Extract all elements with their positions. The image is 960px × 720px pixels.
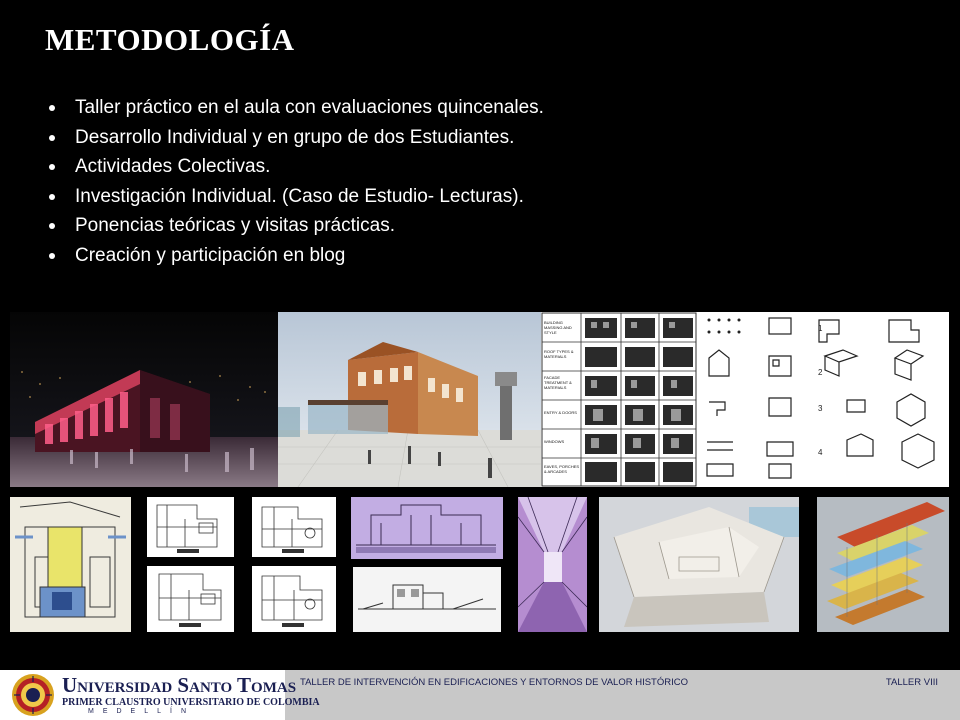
bullet-item: Ponencias teóricas y visitas prácticas. xyxy=(48,214,608,239)
section-drawing-2 xyxy=(353,567,501,632)
floor-plan-1 xyxy=(147,497,234,557)
bullet-item: Actividades Colectivas. xyxy=(48,155,608,180)
university-subtitle: PRIMER CLAUSTRO UNIVERSITARIO DE COLOMBIA xyxy=(62,697,320,708)
guide-label: EAVES, PORCHES & ARCADES xyxy=(544,464,580,474)
night-building-render xyxy=(10,312,278,487)
architectural-sketches xyxy=(697,312,949,487)
sketch-number: 1 xyxy=(818,324,823,333)
section-drawing-1 xyxy=(351,497,503,559)
university-seal-icon xyxy=(8,672,58,718)
bullet-item: Taller práctico en el aula con evaluaciones quincenales. xyxy=(48,96,608,121)
guide-label: FACADE TREATMENT & MATERIALS xyxy=(544,375,572,390)
colored-plan-sketch xyxy=(10,497,131,632)
university-name: Universidad Santo Tomas xyxy=(62,673,297,697)
bullet-item: Investigación Individual. (Caso de Estudio- Lecturas). xyxy=(48,185,608,210)
course-name: TALLER DE INTERVENCIÓN EN EDIFICACIONES Y ENTORNOS DE VALOR HISTÓRICO xyxy=(300,677,688,688)
course-level: TALLER VIII xyxy=(885,677,938,688)
sketch-number: 2 xyxy=(818,368,823,377)
methodology-list xyxy=(48,96,608,273)
exploded-axonometric xyxy=(817,497,949,632)
sketch-number: 3 xyxy=(818,404,823,413)
floor-plan-2 xyxy=(147,566,234,632)
interior-perspective xyxy=(518,497,587,632)
university-logo-block xyxy=(0,670,320,720)
university-city: MEDELLÍN xyxy=(88,708,196,715)
sketch-number: 4 xyxy=(818,448,823,457)
guide-label: ENTRY & DOORS xyxy=(544,410,577,415)
guide-label: ROOF TYPES & MATERIALS xyxy=(544,349,574,359)
floor-plan-3 xyxy=(252,497,336,557)
slide-title: METODOLOGÍA xyxy=(45,22,295,57)
courtyard-building-render xyxy=(278,312,541,487)
floor-plan-4 xyxy=(252,566,336,632)
bullet-item: Creación y participación en blog xyxy=(48,244,608,269)
bullet-item: Desarrollo Individual y en grupo de dos Estudiantes. xyxy=(48,126,608,151)
guide-label: WINDOWS xyxy=(544,439,565,444)
footer-bar xyxy=(0,670,960,720)
guide-label: BUILDING MASSING AND STYLE xyxy=(544,320,572,335)
design-guide-chart xyxy=(541,312,697,487)
fortress-model-photo xyxy=(599,497,799,632)
